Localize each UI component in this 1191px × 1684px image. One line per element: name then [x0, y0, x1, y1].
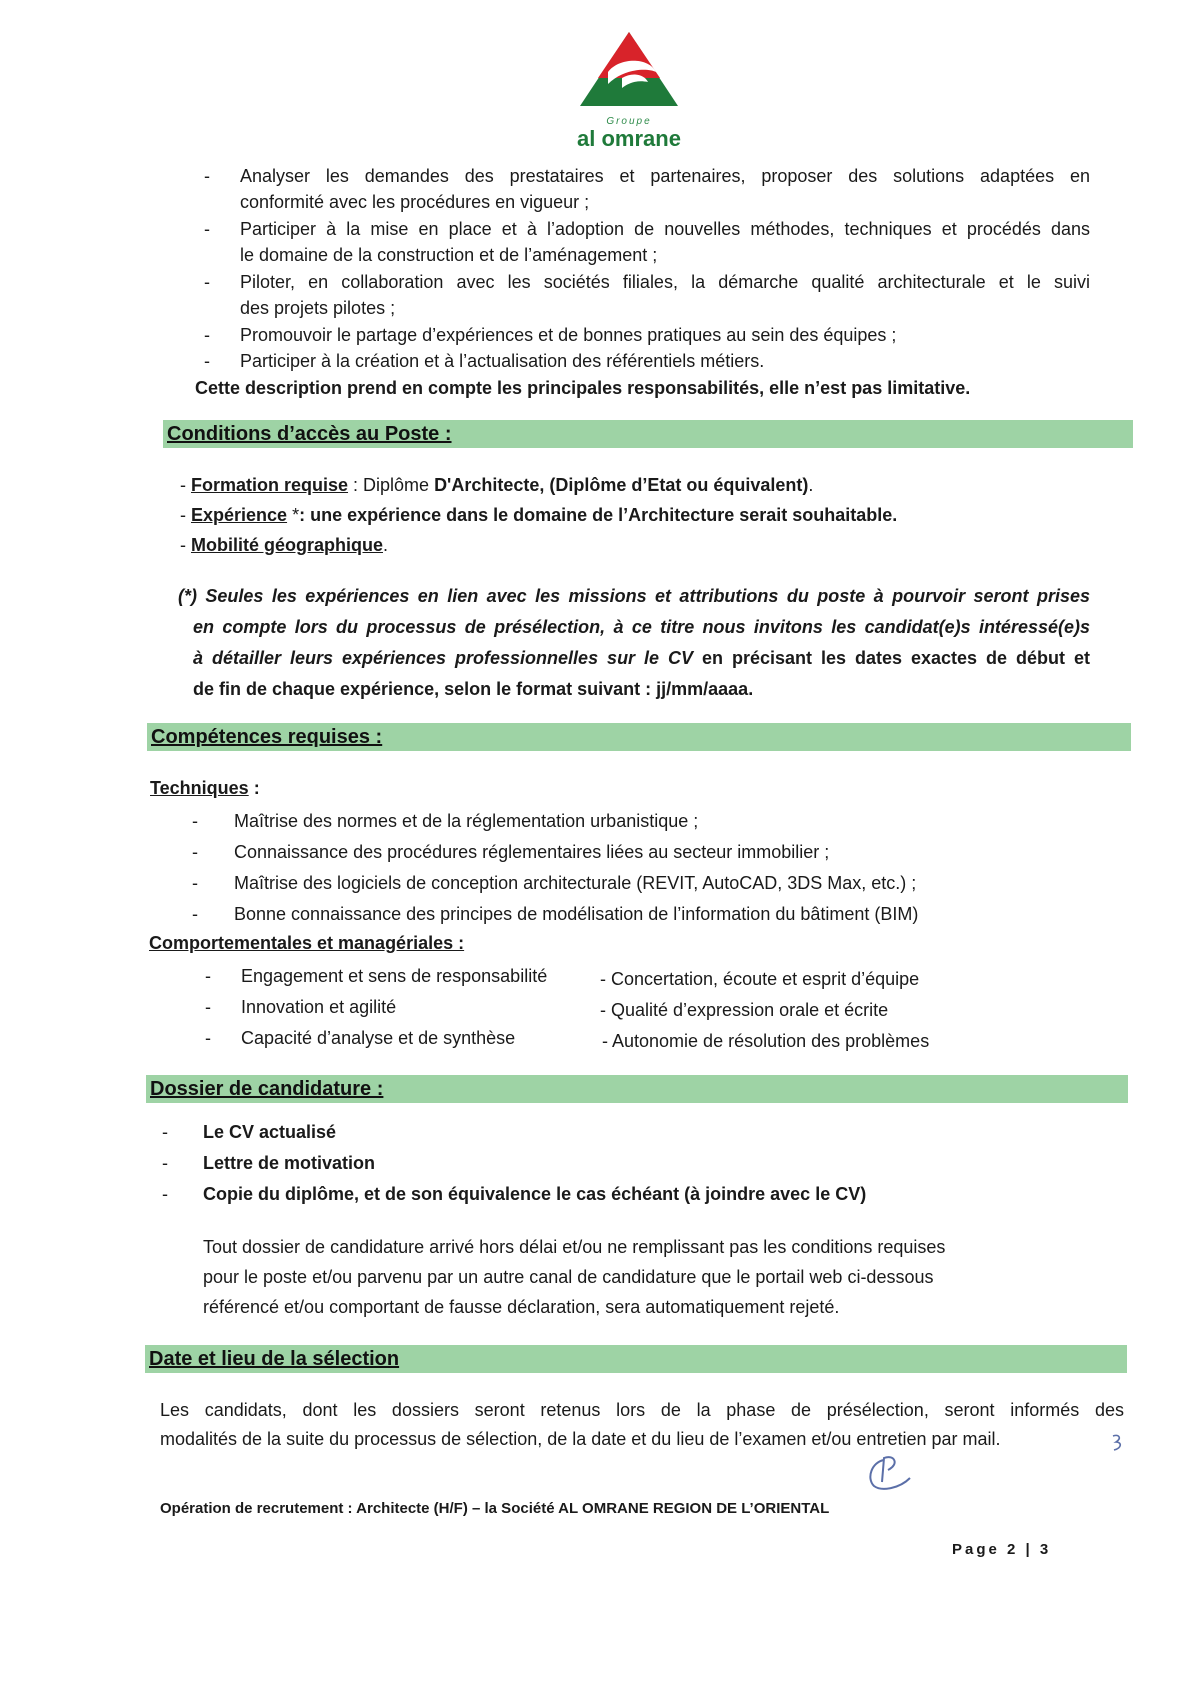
list-dash: - — [192, 842, 198, 862]
list-item-continuation: conformité avec les procédures en vigueur ; — [240, 192, 590, 212]
formation-value: D'Architecte, (Diplôme d’Etat ou équivalent) — [434, 475, 809, 495]
list-dash: - — [192, 873, 198, 893]
list-dash: - — [205, 966, 211, 986]
list-item: Participer à la création et à l’actualisation des référentiels métiers. — [240, 351, 765, 371]
list-item: Piloter, en collaboration avec les sociétés filiales, la démarche qualité architecturale et le suivi — [240, 272, 1090, 292]
logo-groupe-text: Groupe — [606, 116, 652, 127]
list-item: Innovation et agilité — [241, 997, 397, 1017]
experience-note-part: en précisant les dates exactes de début et — [693, 648, 1090, 668]
logo-name-text: al omrane — [577, 126, 681, 151]
list-item: Maîtrise des normes et de la réglementation urbanistique ; — [234, 811, 699, 831]
list-item: Engagement et sens de responsabilité — [241, 966, 548, 986]
list-item: Lettre de motivation — [203, 1153, 376, 1173]
formation-end: . — [808, 475, 814, 495]
list-dash: - — [205, 997, 211, 1017]
footer-text: Opération de recrutement : Architecte (H/F) – la Société AL OMRANE REGION DE L’ORIENTAL — [160, 1500, 830, 1517]
experience-line: - Expérience *: une expérience dans le domaine de l’Architecture serait souhaitable. — [180, 505, 898, 525]
section-band-dossier — [146, 1075, 1128, 1103]
list-item-continuation: le domaine de la construction et de l’aménagement ; — [240, 245, 658, 265]
list-item: Promouvoir le partage d’expériences et de bonnes pratiques au sein des équipes ; — [240, 325, 897, 345]
missions-note: Cette description prend en compte les principales responsabilités, elle n’est pas limitative. — [195, 378, 971, 398]
list-item: - Qualité d’expression orale et écrite — [600, 1000, 889, 1020]
formation-label: Formation requise — [191, 475, 349, 495]
selection-line: modalités de la suite du processus de sélection, de la date et du lieu de l’examen et/ou entretien par mail. — [160, 1429, 1001, 1449]
list-dash: - — [162, 1122, 168, 1142]
list-item: Capacité d’analyse et de synthèse — [241, 1028, 516, 1048]
dossier-note-line: référencé et/ou comportant de fausse déclaration, sera automatiquement rejeté. — [203, 1297, 840, 1317]
list-dash: - — [204, 272, 210, 292]
handwritten-initial-icon — [860, 1452, 916, 1496]
list-dash: - — [192, 811, 198, 831]
formation-line: - Formation requise : Diplôme D'Architecte, (Diplôme d’Etat ou équivalent). — [180, 475, 814, 495]
page-number: Page 2 | 3 — [952, 1541, 1052, 1558]
techniques-title: Techniques — [150, 778, 249, 798]
list-dash: - — [204, 325, 210, 345]
mobilite-line: - Mobilité géographique. — [180, 535, 389, 555]
list-item: Copie du diplôme, et de son équivalence le cas échéant (à joindre avec le CV) — [203, 1184, 867, 1204]
list-dash: - — [205, 1028, 211, 1048]
dossier-note-line: pour le poste et/ou parvenu par un autre canal de candidature que le portail web ci-dessous — [203, 1267, 934, 1287]
logo-triangle-icon — [578, 28, 680, 118]
list-item: Analyser les demandes des prestataires et partenaires, proposer des solutions adaptées en — [240, 166, 1090, 186]
list-item: - Concertation, écoute et esprit d’équipe — [600, 969, 920, 989]
section-title-conditions: Conditions d’accès au Poste : — [167, 423, 452, 445]
section-band-selection — [145, 1345, 1127, 1373]
experience-note-line: (*) Seules les expériences en lien avec les missions et attributions du poste à pourvoir seront prises — [178, 586, 1090, 606]
experience-note-line: en compte lors du processus de présélection, à ce titre nous invitons les candidat(e)s intéressé(e)s — [193, 617, 1090, 637]
list-item: - Autonomie de résolution des problèmes — [602, 1031, 930, 1051]
experience-value: : une expérience dans le domaine de l’Architecture serait souhaitable. — [299, 505, 898, 525]
list-dash: - — [204, 351, 210, 371]
mobilite-end: . — [383, 535, 389, 555]
mobilite-label: Mobilité géographique — [191, 535, 383, 555]
list-dash: - — [162, 1184, 168, 1204]
comportementales-heading: Comportementales et managériales : — [149, 933, 465, 953]
list-item: Bonne connaissance des principes de modélisation de l’information du bâtiment (BIM) — [234, 904, 919, 924]
section-band-competences — [147, 723, 1131, 751]
section-title-competences: Compétences requises : — [151, 726, 383, 748]
formation-sep: : Diplôme — [348, 475, 435, 495]
techniques-heading — [150, 775, 260, 801]
experience-note-line: de fin de chaque expérience, selon le format suivant : jj/mm/aaaa. — [193, 679, 754, 699]
list-item: Le CV actualisé — [203, 1122, 337, 1142]
list-dash: - — [204, 166, 210, 186]
experience-star: * — [287, 505, 300, 525]
list-dash: - — [204, 219, 210, 239]
al-omrane-logo — [574, 28, 684, 151]
handwritten-mark-icon — [1110, 1432, 1126, 1454]
dossier-note-line: Tout dossier de candidature arrivé hors délai et/ou ne remplissant pas les conditions requises — [203, 1237, 946, 1257]
list-dash: - — [192, 904, 198, 924]
techniques-colon: : — [248, 778, 260, 798]
list-item: Participer à la mise en place et à l’adoption de nouvelles méthodes, techniques et procédés dans — [240, 219, 1090, 239]
list-dash: - — [162, 1153, 168, 1173]
section-band-conditions — [163, 420, 1133, 448]
list-item-continuation: des projets pilotes ; — [240, 298, 396, 318]
list-item: Connaissance des procédures réglementaires liées au secteur immobilier ; — [234, 842, 830, 862]
section-title-selection: Date et lieu de la sélection — [149, 1348, 400, 1370]
experience-label: Expérience — [191, 505, 288, 525]
section-title-dossier: Dossier de candidature : — [150, 1078, 384, 1100]
selection-line: Les candidats, dont les dossiers seront retenus lors de la phase de présélection, seront informés des — [160, 1400, 1124, 1420]
experience-note-part: à détailler leurs expériences professionnelles sur le CV — [193, 648, 694, 668]
list-item: Maîtrise des logiciels de conception architecturale (REVIT, AutoCAD, 3DS Max, etc.) ; — [234, 873, 917, 893]
experience-note-line — [193, 645, 1090, 671]
